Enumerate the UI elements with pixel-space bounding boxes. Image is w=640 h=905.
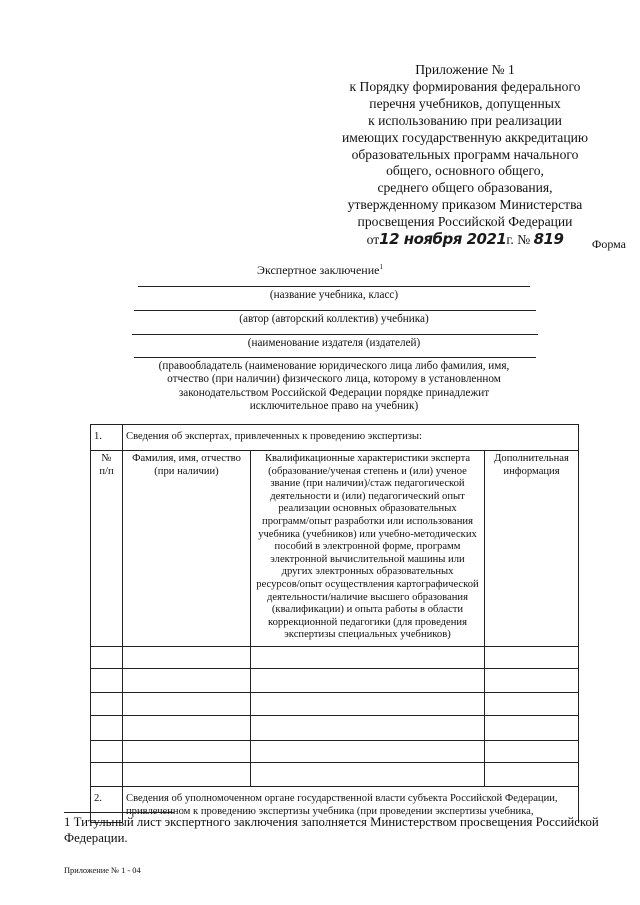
section-2-text: Сведения об уполномоченном органе государственной власти субъекта Российской Федерации, привлеченном к проведению экспертизы учебника (при проведении экспертизы учебника, <box>123 787 579 823</box>
header-row <box>91 451 579 647</box>
table-row <box>91 647 579 669</box>
footnote-mark: 1 <box>379 263 383 271</box>
form-label: Форма <box>591 237 626 251</box>
appendix-line: к Порядку формирования федерального <box>349 78 581 94</box>
caption-line: (правообладатель (наименование юридического лица либо фамилия, имя, <box>158 360 510 372</box>
appendix-header <box>300 62 630 249</box>
table-row <box>91 693 579 716</box>
conclusion-title <box>0 263 640 278</box>
field-line <box>134 357 536 358</box>
table-row <box>91 763 579 787</box>
appendix-title: Приложение № 1 <box>415 62 515 77</box>
conclusion-title-text: Экспертное заключение <box>257 263 380 277</box>
appendix-line: просвещения Российской Федерации <box>357 214 573 230</box>
field-line <box>132 334 538 335</box>
header-additional-info: Дополнительная информация <box>485 451 579 647</box>
order-prefix: от <box>366 232 380 248</box>
section-1-row <box>91 425 579 451</box>
appendix-line: перечня учебников, допущенных <box>369 95 561 111</box>
appendix-line: к использованию при реализации <box>368 112 562 128</box>
field-line <box>134 310 536 311</box>
order-date-handwritten: 12 ноября 2021 <box>379 230 507 249</box>
header-qualification: Квалификационные характеристики эксперта (образование/ученая степень и (или) ученое звание (при наличии)/стаж педагогической деятельности и (или) педагогический опыт реализации основных образовательных программ/опыт разработки или использования учебника (учебников) или учебно-методических пособий в электронной форме, программ электронной вычислительной машины или других электронных образовательных ресурсов/опыт осуществления картографической деятельности/наличие высшего образования (квалификации) и опыта работы в области коррекционной педагогики (для проведения экспертизы специальных учебников) <box>251 451 485 647</box>
appendix-line: среднего общего образования, <box>377 180 553 196</box>
appendix-line: образовательных программ начального <box>351 146 579 162</box>
field-line <box>138 286 530 287</box>
header-number: № п/п <box>91 451 123 647</box>
table-row <box>91 741 579 763</box>
field-caption: (название учебника, класс) <box>269 289 399 301</box>
appendix-line: общего, основного общего, <box>386 163 544 179</box>
footnote: 1 Титульный лист экспертного заключения заполняется Министерством просвещения Российской Федерации. <box>64 815 599 845</box>
field-caption: (автор (авторский коллектив) учебника) <box>239 313 429 325</box>
section-number: 1. <box>91 425 123 451</box>
section-title: Сведения об экспертах, привлеченных к проведению экспертизы: <box>123 425 579 451</box>
order-number-handwritten: 819 <box>533 230 564 249</box>
field-caption-rightholder <box>90 360 578 414</box>
footnote-separator <box>64 812 174 813</box>
table-row <box>91 716 579 741</box>
field-caption: (наименование издателя (издателей) <box>247 337 421 349</box>
caption-line: исключительное право на учебник) <box>249 400 419 413</box>
page-number: Приложение № 1 - 04 <box>64 866 141 875</box>
table-row <box>91 669 579 693</box>
order-year-suffix: г. № <box>506 232 531 248</box>
caption-line: отчество (при наличии) физического лица, которому в установленном <box>167 373 501 386</box>
section-number: 2. <box>91 787 123 823</box>
experts-table <box>90 424 579 823</box>
appendix-line: утвержденному приказом Министерства <box>347 197 583 213</box>
appendix-line: имеющих государственную аккредитацию <box>341 129 589 145</box>
header-fullname: Фамилия, имя, отчество (при наличии) <box>123 451 251 647</box>
order-reference <box>300 231 630 249</box>
caption-line: законодательством Российской Федерации порядке принадлежит <box>178 386 490 399</box>
